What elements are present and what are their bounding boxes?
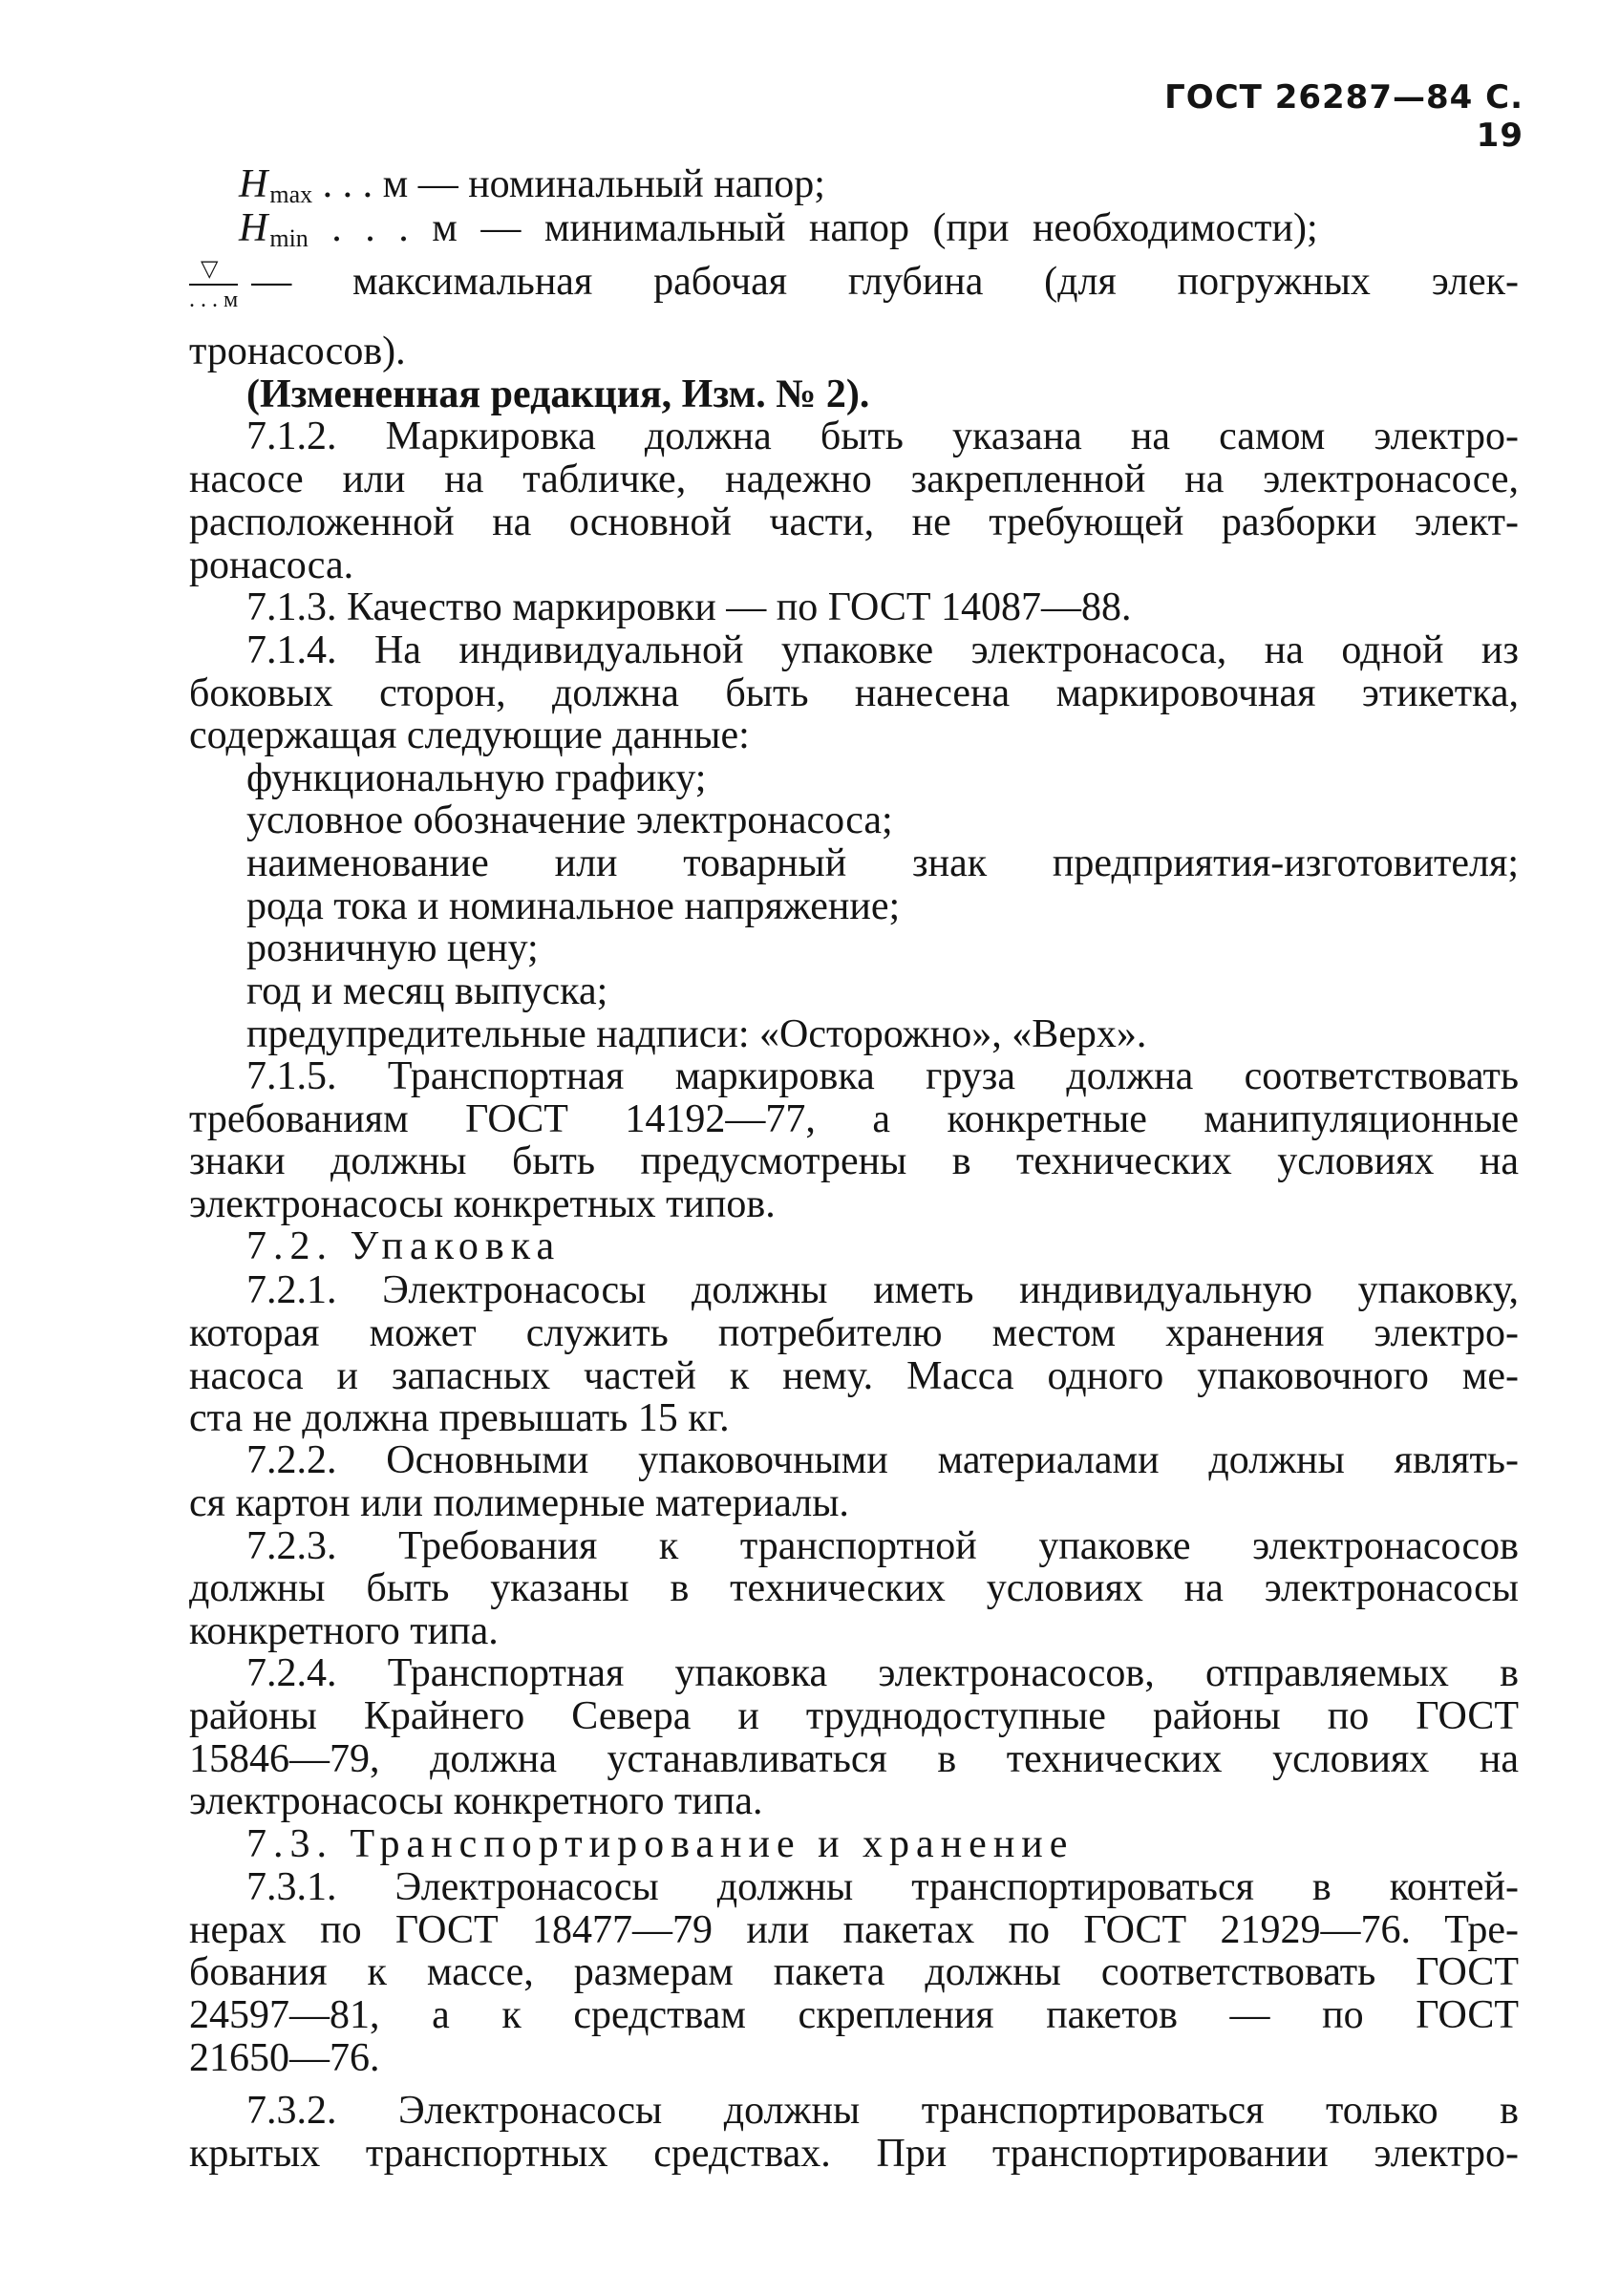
text-line: 7.1.3. Качество маркировки — по ГОСТ 14087—88. [246, 585, 1132, 629]
list-item: наименование или товарный знак предприятия-изготовителя; [246, 841, 1519, 885]
symbol-subscript: max [269, 181, 313, 208]
symbol-hmin-line [239, 204, 1519, 252]
text-line: расположенной на основной части, не требующей разборки элект- [189, 500, 1519, 544]
text-line: насоса и запасных частей к нему. Масса одного упаковочного ме- [189, 1354, 1519, 1398]
text-line: 7.1.2. Маркировка должна быть указана на самом электро- [246, 415, 1519, 458]
text-line: содержащая следующие данные: [189, 713, 750, 757]
text-line: 7.3.1. Электронасосы должны транспортироваться в контей- [246, 1865, 1519, 1909]
text-line: бования к массе, размерам пакета должны соответствовать ГОСТ [189, 1950, 1519, 1994]
section-heading: 7.2. Упаковка [246, 1224, 562, 1268]
text-line: 7.2.3. Требования к транспортной упаковке электронасосов [246, 1524, 1519, 1568]
text-line: электронасосы конкретного типа. [189, 1779, 763, 1823]
text-line: насосе или на табличке, надежно закрепленной на электронасосе, [189, 457, 1519, 501]
text-line: конкретного типа. [189, 1609, 499, 1653]
text-line: 7.2.2. Основными упаковочными материалами должны являть- [246, 1438, 1519, 1482]
text-line: 24597—81, а к средствам скрепления пакетов — по ГОСТ [189, 1993, 1519, 2037]
list-item: предупредительные надписи: «Осторожно», «Верх». [246, 1012, 1147, 1056]
symbol-definition: — максимальная рабочая глубина (для погружных элек- [251, 260, 1519, 304]
text-line: 21650—76. [189, 2036, 380, 2080]
text-line: 7.2.4. Транспортная упаковка электронасосов, отправляемых в [246, 1651, 1519, 1695]
symbol-definition: . . . м — номинальный напор; [312, 162, 825, 206]
symbol-definition: . . . м — минимальный напор (при необходимости); [308, 206, 1318, 250]
depth-unit: . . . м [189, 287, 239, 313]
list-item: год и месяц выпуска; [246, 969, 608, 1013]
text-line: требованиям ГОСТ 14192—77, а конкретные манипуляционные [189, 1097, 1519, 1141]
page-header: ГОСТ 26287—84 С. 19 [1164, 78, 1523, 155]
symbol-subscript: min [269, 224, 309, 252]
list-item: рода тока и номинальное напряжение; [246, 884, 901, 928]
text-line: районы Крайнего Севера и труднодоступные районы по ГОСТ [189, 1694, 1519, 1738]
list-item: функциональную графику; [246, 756, 707, 800]
depth-symbol-icon: ▽ [189, 258, 238, 286]
text-line: тронасосов). [189, 330, 406, 373]
text-line: 7.3.2. Электронасосы должны транспортироваться только в [246, 2089, 1519, 2133]
text-line: которая может служить потребителю местом хранения электро- [189, 1311, 1519, 1355]
section-heading: 7.3. Транспортирование и хранение [246, 1822, 1075, 1866]
text-line: 7.2.1. Электронасосы должны иметь индивидуальную упаковку, [246, 1268, 1519, 1312]
symbol-depth-line [189, 257, 1519, 313]
text-line: 7.1.5. Транспортная маркировка груза должна соответствовать [246, 1054, 1519, 1098]
text-line: нерах по ГОСТ 18477—79 или пакетах по ГОСТ 21929—76. Тре- [189, 1908, 1519, 1952]
symbol-variable: H [239, 162, 268, 206]
symbol-variable: H [239, 206, 268, 250]
text-line: ся картон или полимерные материалы. [189, 1481, 849, 1525]
text-line: электронасосы конкретных типов. [189, 1182, 776, 1226]
text-line: 7.1.4. На индивидуальной упаковке электронасоса, на одной из [246, 628, 1519, 672]
symbol-hmax-line [239, 160, 1519, 208]
text-line: знаки должны быть предусмотрены в технических условиях на [189, 1139, 1519, 1183]
text-line: крытых транспортных средствах. При транспортировании электро- [189, 2132, 1519, 2176]
text-line: 15846—79, должна устанавливаться в технических условиях на [189, 1737, 1519, 1781]
text-line: ста не должна превышать 15 кг. [189, 1396, 730, 1440]
text-line: боковых сторон, должна быть нанесена маркировочная этикетка, [189, 671, 1519, 715]
depth-fraction [189, 258, 238, 311]
text-line: ронасоса. [189, 543, 354, 587]
text-line: должны быть указаны в технических условиях на электронасосы [189, 1566, 1519, 1610]
list-item: условное обозначение электронасоса; [246, 798, 893, 842]
revision-note: (Измененная редакция, Изм. № 2). [246, 372, 870, 416]
list-item: розничную цену; [246, 926, 539, 970]
